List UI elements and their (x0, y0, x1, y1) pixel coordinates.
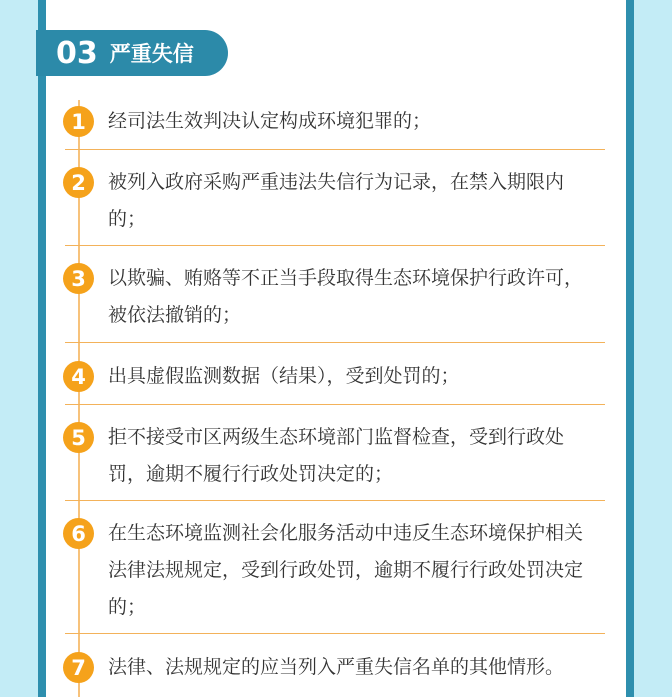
list-item-text: 法律、法规规定的应当列入严重失信名单的其他情形。 (108, 656, 565, 678)
list-item-text: 被列入政府采购严重违法失信行为记录，在禁入期限内的； (108, 171, 565, 230)
list-item-text: 拒不接受市区两级生态环境部门监督检查，受到行政处罚，逾期不履行行政处罚决定的； (108, 426, 565, 485)
divider (65, 245, 605, 246)
section-number: 03 (56, 35, 98, 71)
section-title: 严重失信 (109, 42, 194, 66)
list-item-text: 经司法生效判决认定构成环境犯罪的； (108, 110, 432, 132)
section-header (36, 30, 228, 76)
list-item-text: 以欺骗、贿赂等不正当手段取得生态环境保护行政许可，被依法撤销的； (108, 267, 584, 326)
item-number-badge: 2 (63, 167, 94, 198)
item-number-badge: 1 (63, 106, 94, 137)
item-number-badge: 5 (63, 422, 94, 453)
divider (65, 342, 605, 343)
divider (65, 149, 605, 150)
item-number-badge: 4 (63, 361, 94, 392)
item-number-badge: 7 (63, 652, 94, 683)
item-number-badge: 3 (63, 263, 94, 294)
divider (65, 500, 605, 501)
divider (65, 404, 605, 405)
divider (65, 633, 605, 634)
list-item-text: 在生态环境监测社会化服务活动中违反生态环境保护相关法律法规规定，受到行政处罚，逾期不履行行政处罚决定的； (108, 522, 584, 618)
list-item-text: 出具虚假监测数据（结果），受到处罚的； (108, 365, 460, 387)
item-number-badge: 6 (63, 518, 94, 549)
